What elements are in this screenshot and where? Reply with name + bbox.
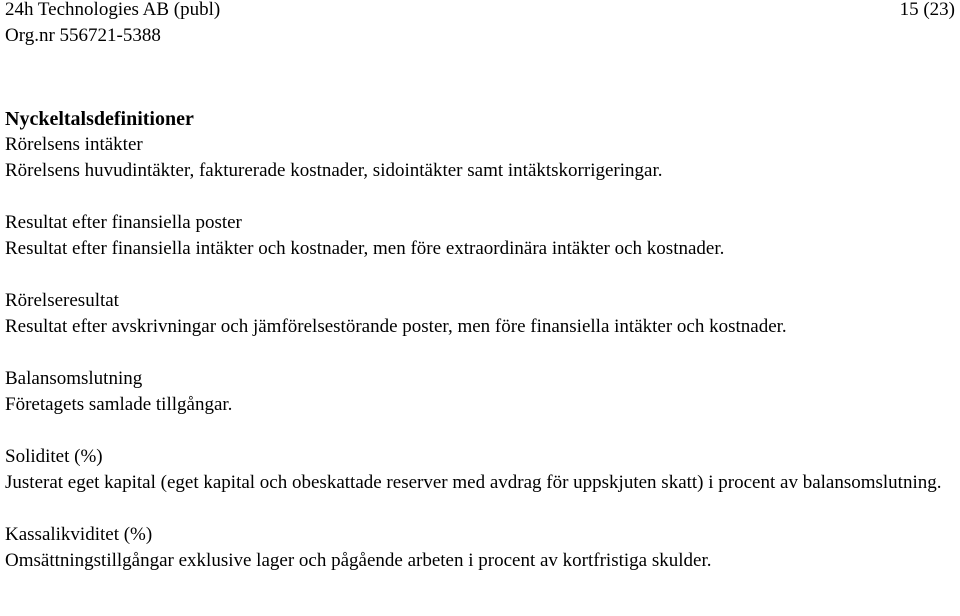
page-header [5,0,955,49]
definition-item [5,444,955,496]
definition-item [5,210,955,262]
definition-item [5,366,955,418]
definition-description: Resultat efter avskrivningar och jämförelsestörande poster, men före finansiella intäkter och kostnader. [5,316,787,337]
org-number: Org.nr 556721-5388 [5,25,161,46]
definition-item [5,288,955,340]
company-name: 24h Technologies AB (publ) [5,0,221,20]
document-body [5,106,955,574]
definition-term: Resultat efter finansiella poster [5,212,242,233]
header-top-row [5,0,955,23]
definition-description: Rörelsens huvudintäkter, fakturerade kostnader, sidointäkter samt intäktskorrigeringar. [5,160,663,181]
definition-description: Resultat efter finansiella intäkter och kostnader, men före extraordinära intäkter och kostnader. [5,238,725,259]
definition-description: Företagets samlade tillgångar. [5,394,233,415]
definition-term: Rörelsens intäkter [5,134,143,155]
page-title: Nyckeltalsdefinitioner [5,108,194,130]
definition-term: Rörelseresultat [5,290,119,311]
definition-term: Kassalikviditet (%) [5,524,153,545]
page-number: 15 (23) [899,0,955,20]
definition-item [5,522,955,574]
definition-description: Justerat eget kapital (eget kapital och obeskattade reserver med avdrag för uppskjuten skatt) i procent av balansomslutning. [5,472,942,493]
definition-description: Omsättningstillgångar exklusive lager och pågående arbeten i procent av kortfristiga skulder. [5,550,712,571]
header-org-row [5,23,955,49]
definition-term: Soliditet (%) [5,446,103,467]
definition-term: Balansomslutning [5,368,143,389]
definition-item [5,132,955,184]
